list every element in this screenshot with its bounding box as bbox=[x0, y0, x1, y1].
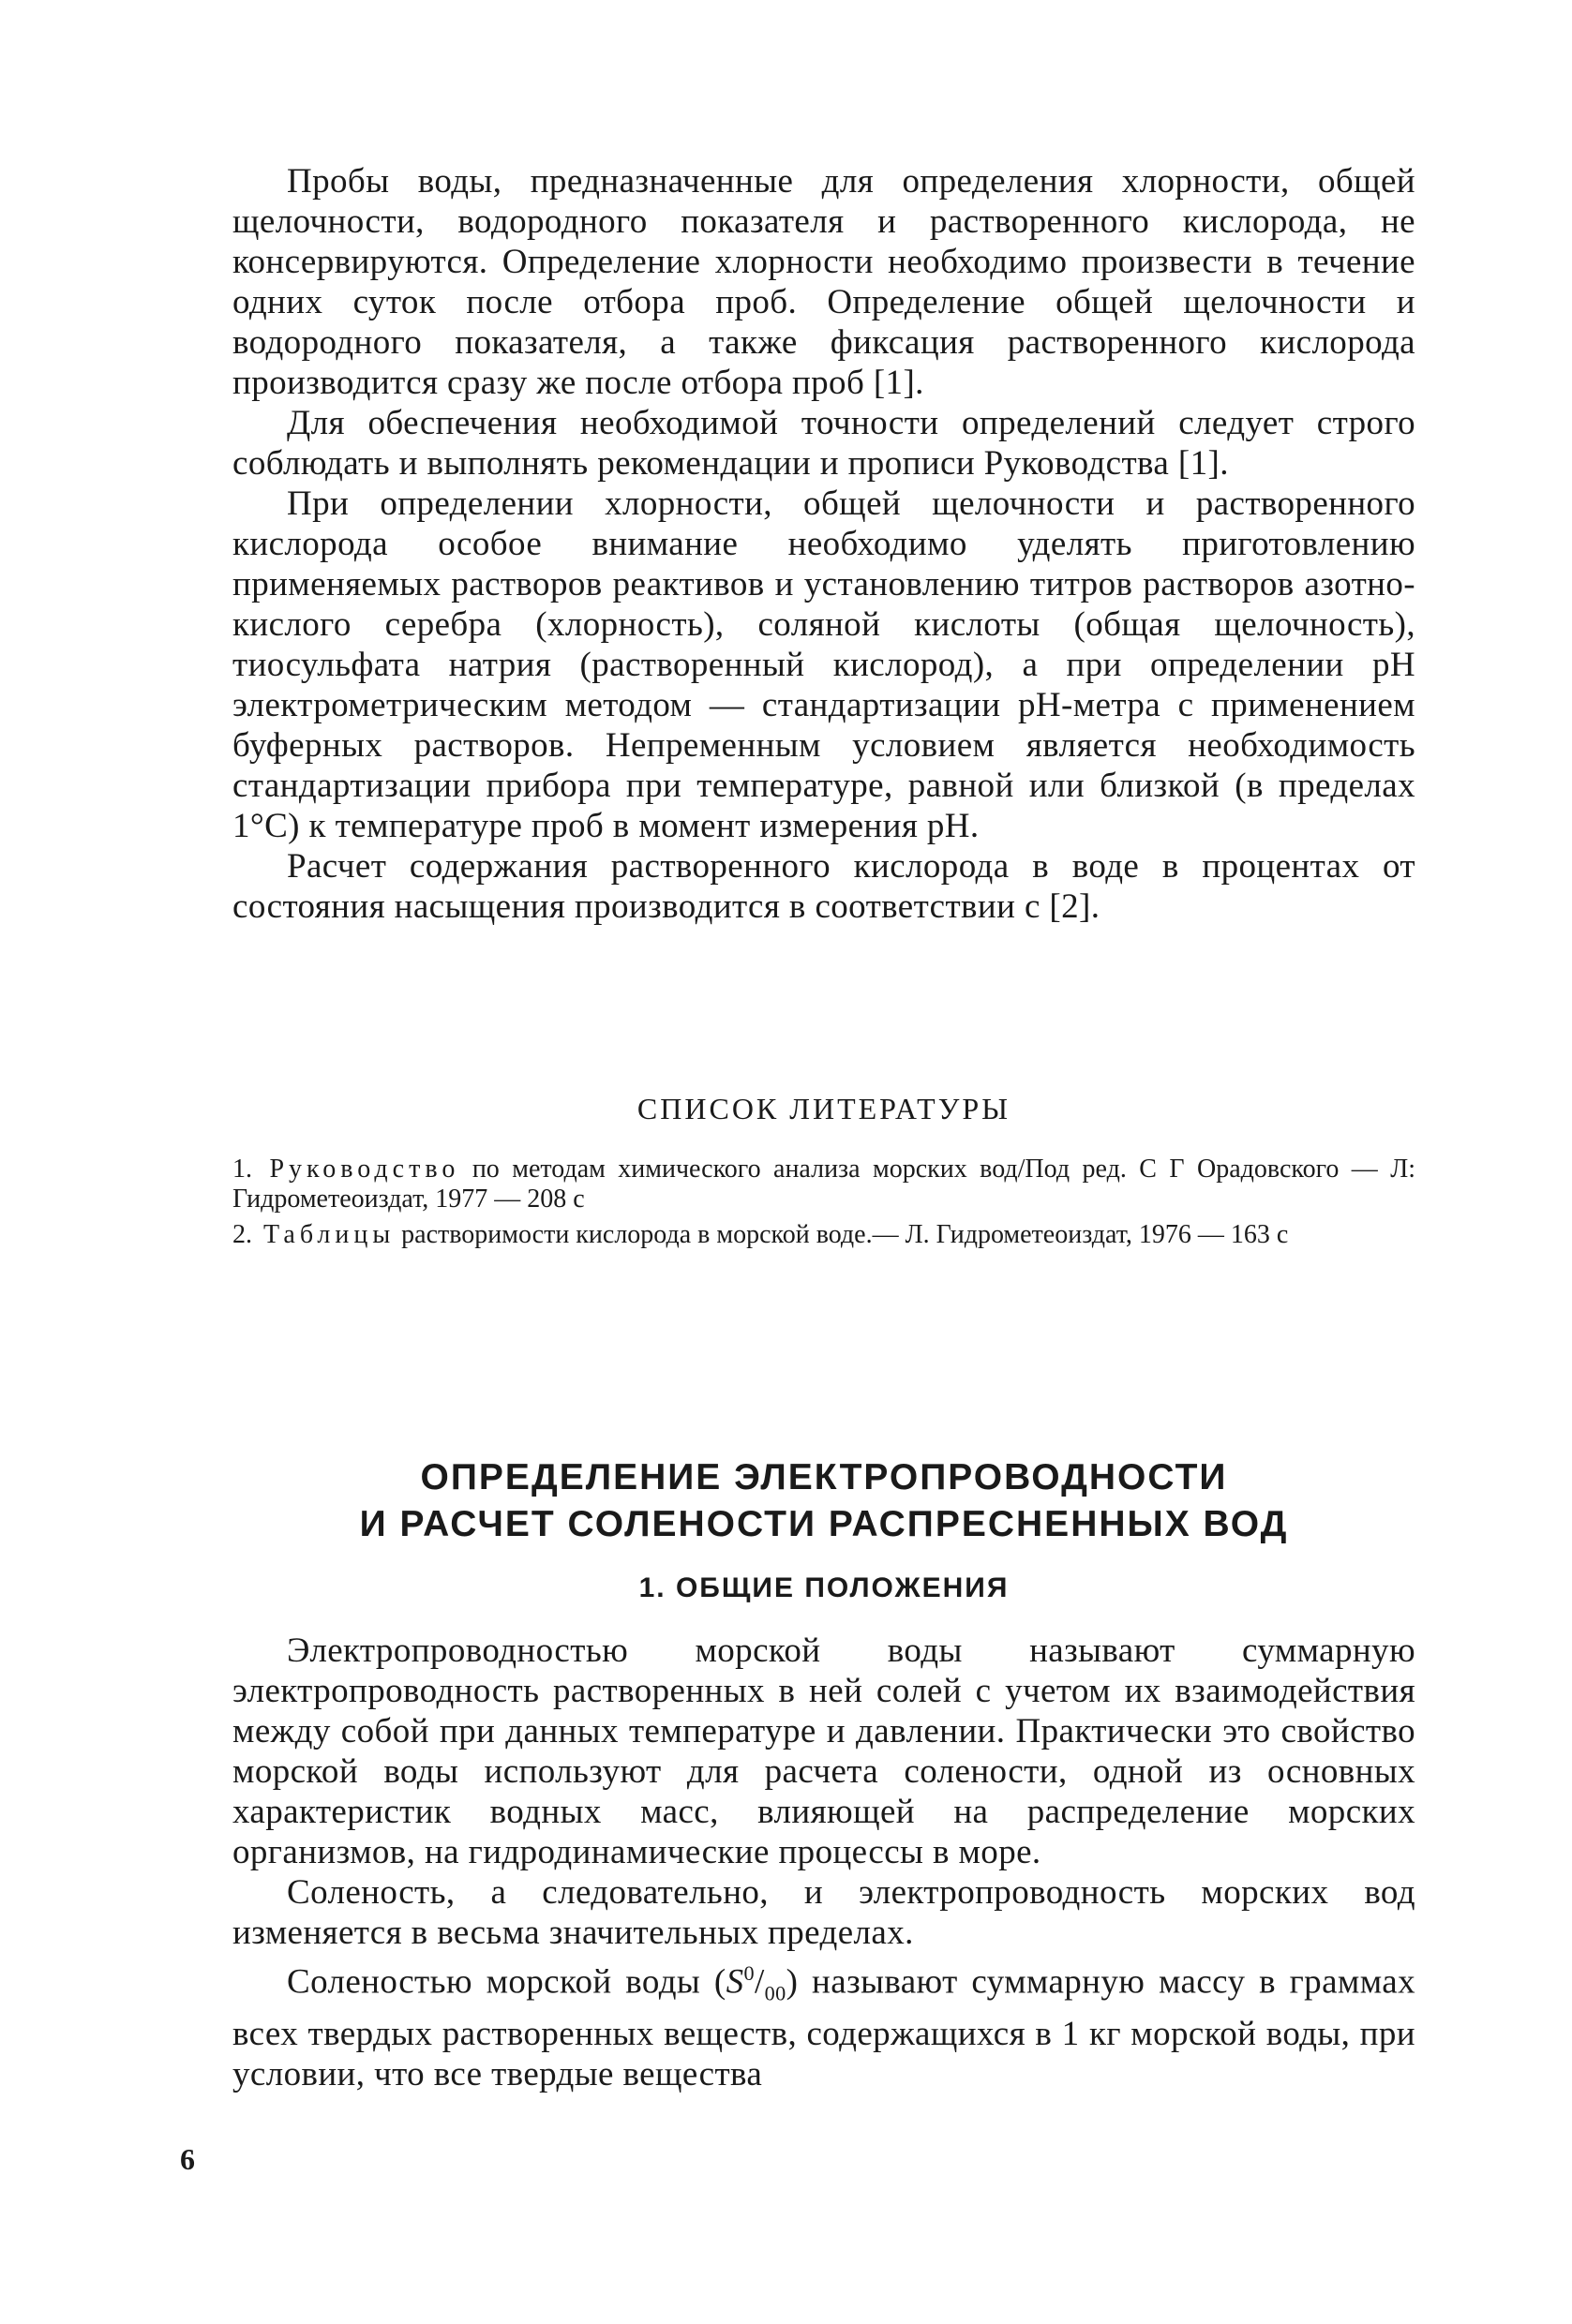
reference-item bbox=[232, 1220, 1415, 1250]
text-fragment: Соленостью морской воды ( bbox=[287, 1962, 726, 2002]
paragraph: При определении хлорности, общей щелочности и растворенного кислорода особое внимание необходимо уделять приготовлению применяемых растворов реактивов и установлению титров растворов азотно-кислого серебра (хлорность), соляной кислоты (общая щелочность), тиосульфата натрия (растворенный кислород), а при определении pH электрометрическим методом — стандартизации pH-метра с применением буферных растворов. Непременным условием является необходимость стандартизации прибора при температуре, равной или близкой (в пределах 1°C) к температуре проб в момент измерения pH. bbox=[232, 484, 1415, 845]
unit-slash: / bbox=[754, 1962, 765, 2002]
paragraph-salinity bbox=[232, 1953, 1415, 2094]
reference-number: 2. bbox=[232, 1220, 252, 1249]
body-text-bottom bbox=[232, 1631, 1415, 2094]
section-title-line1: ОПРЕДЕЛЕНИЕ ЭЛЕКТРОПРОВОДНОСТИ bbox=[420, 1457, 1228, 1497]
unit-tail: 00 bbox=[764, 1981, 786, 2005]
text-fragment: ) называют суммарную массу в граммах всех твердых растворенных веществ, содержащихся в 1 кг морской воды, при условии, что все твердые вещества bbox=[232, 1962, 1415, 2093]
page-number: 6 bbox=[180, 2142, 195, 2176]
paragraph: Для обеспечения необходимой точности определений следует строго соблюдать и выполнять рекомендации и прописи Руководства [1]. bbox=[232, 404, 1415, 483]
reference-lead: Таблицы bbox=[263, 1220, 396, 1249]
reference-lead: Руководство bbox=[269, 1155, 460, 1184]
reference-text: растворимости кислорода в морской воде.— Л. Гидрометеоиздат, 1976 — 163 с bbox=[395, 1220, 1289, 1249]
reference-item bbox=[232, 1155, 1415, 1214]
body-text-top bbox=[232, 161, 1415, 927]
paragraph: Соленость, а следовательно, и электропроводность морских вод изменяется в весьма значительных пределах. bbox=[232, 1873, 1415, 1952]
subsection-title: 1. ОБЩИЕ ПОЛОЖЕНИЯ bbox=[638, 1572, 1010, 1603]
references-heading: СПИСОК ЛИТЕРАТУРЫ bbox=[636, 1092, 1011, 1125]
reference-text: по методам химического анализа морских вод/Под ред. С Г Орадовского — Л: Гидрометеоиздат, 1977 — 208 с bbox=[232, 1155, 1416, 1214]
salinity-symbol: S bbox=[726, 1962, 744, 2002]
paragraph: Электропроводностью морской воды называют суммарную электропроводность растворенных в ней солей с учетом их взаимодействия между собой при данных температуре и давлении. Практически это свойство морской воды используют для расчета солености, одной из основных характеристик водных масс, влияющей на распределение морских организмов, на гидродинамические процессы в море. bbox=[232, 1631, 1415, 1871]
paragraph: Пробы воды, предназначенные для определения хлорности, общей щелочности, водородного показателя и растворенного кислорода, не консервируются. Определение хлорности необходимо произвести в течение одних суток после отбора проб. Определение общей щелочности и водородного показателя, а также фиксация растворенного кислорода производится сразу же после отбора проб [1]. bbox=[232, 162, 1415, 402]
section-title-line2: И РАСЧЕТ СОЛЕНОСТИ РАСПРЕСНЕННЫХ ВОД bbox=[359, 1504, 1289, 1544]
references-list bbox=[232, 1155, 1415, 1256]
salinity-sup: 0 bbox=[743, 1961, 755, 1985]
paragraph: Расчет содержания растворенного кислорода в воде в процентах от состояния насыщения производится в соответствии с [2]. bbox=[232, 847, 1415, 926]
reference-number: 1. bbox=[232, 1155, 252, 1184]
